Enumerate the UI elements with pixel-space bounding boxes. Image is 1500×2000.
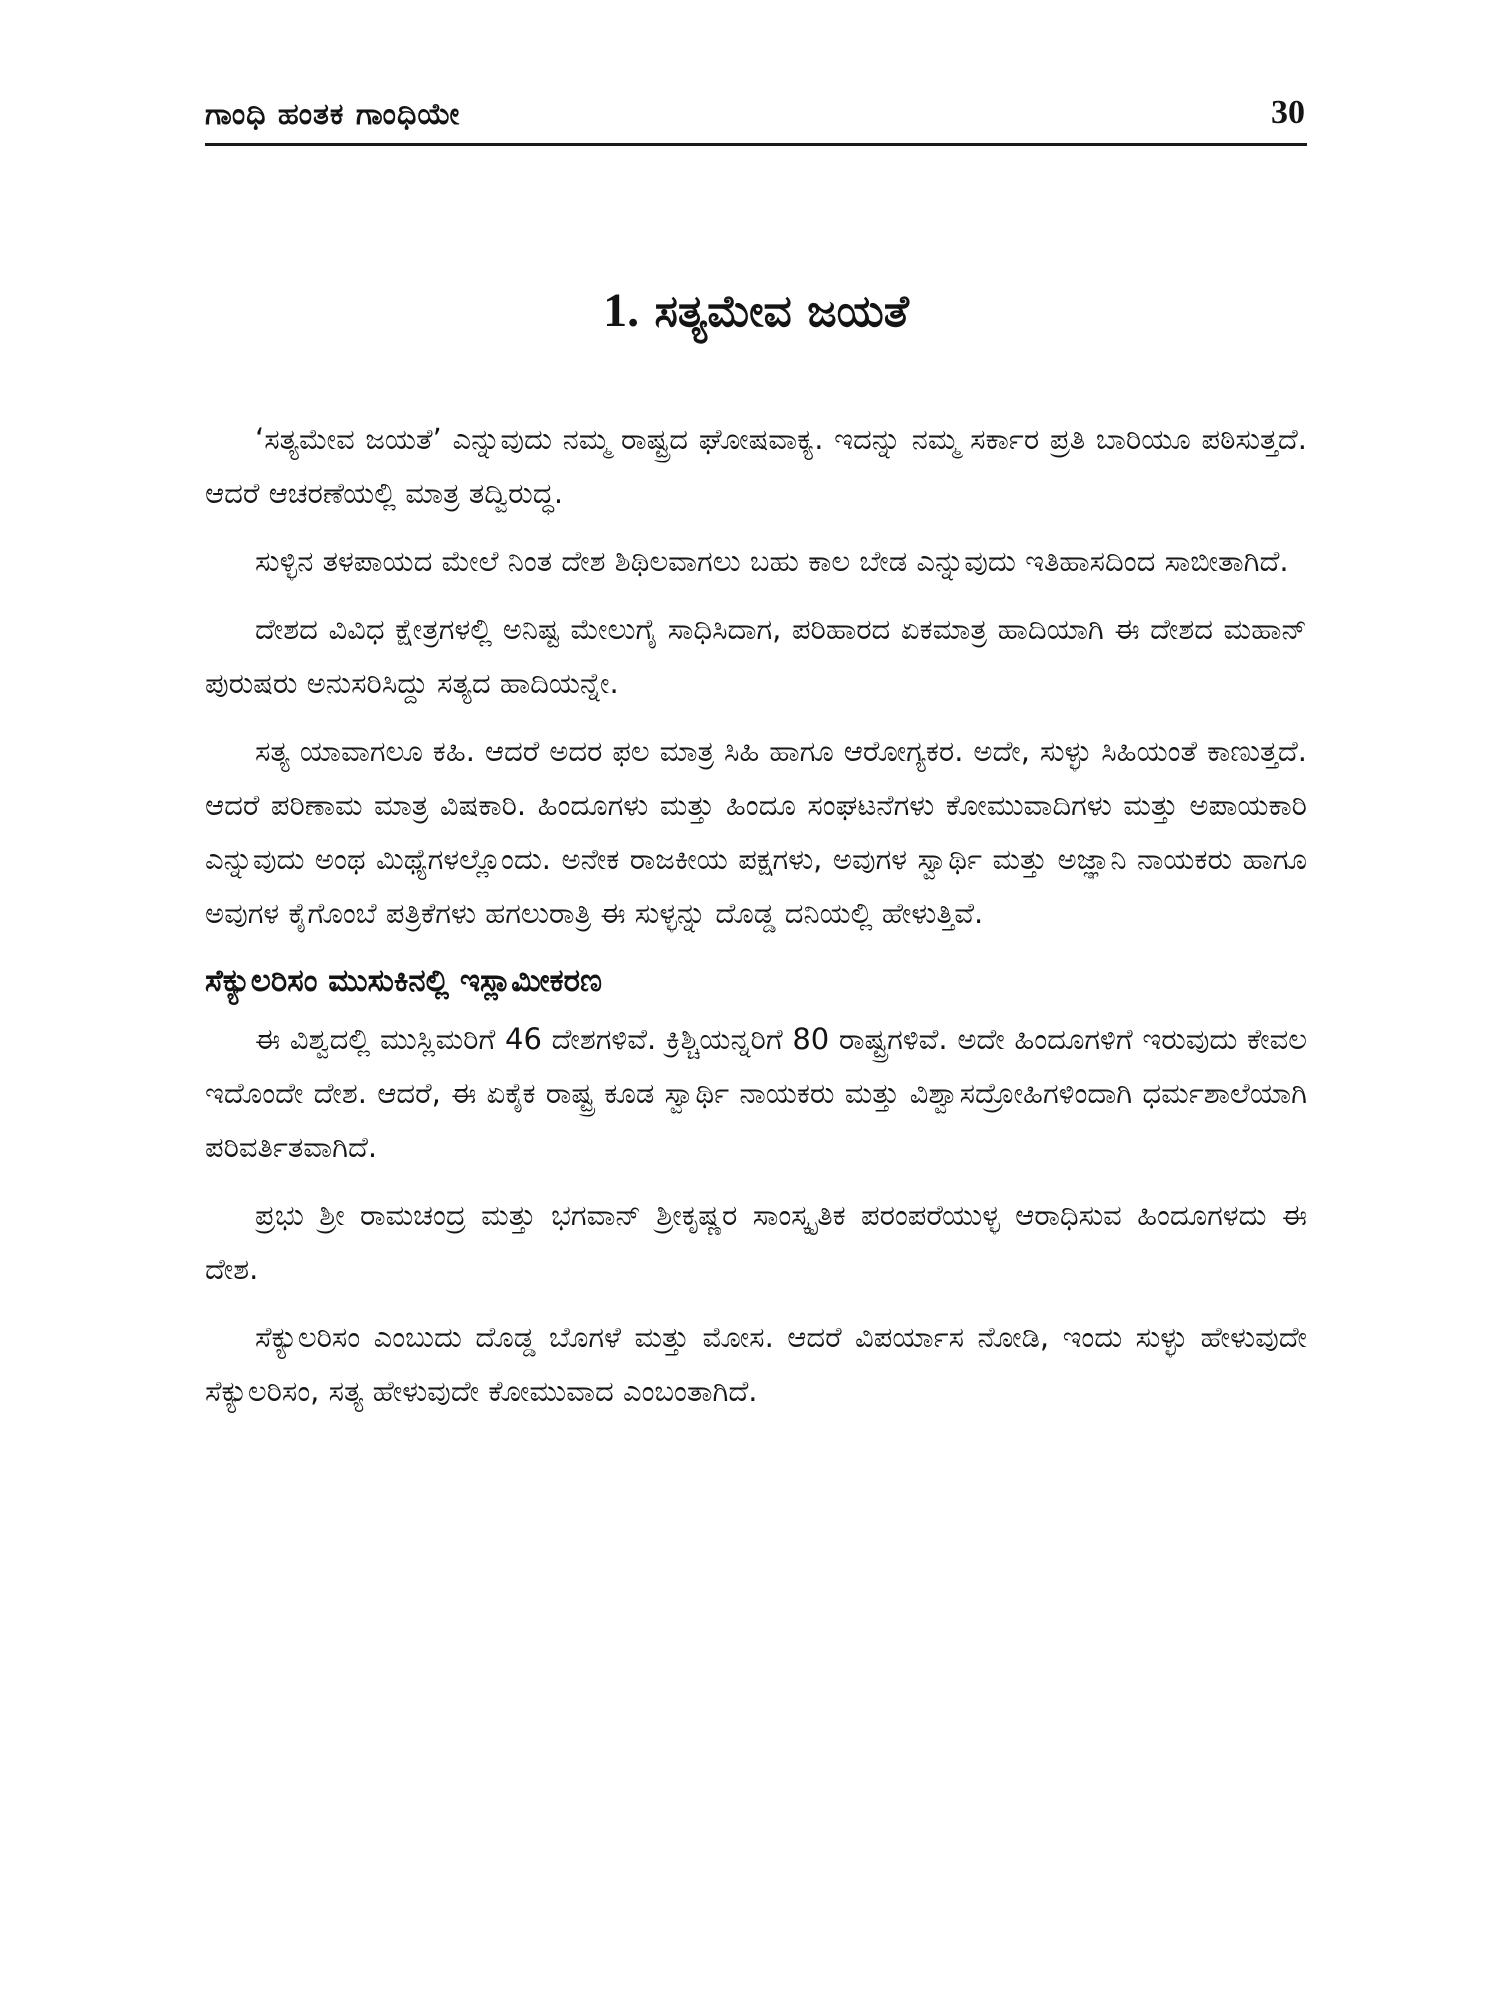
header-rule xyxy=(205,143,1307,146)
paragraph: ‘ಸತ್ಯಮೇವ ಜಯತೆ’ ಎನ್ನುವುದು ನಮ್ಮ ರಾಷ್ಟ್ರದ ಘೋಷವಾಕ್ಯ. ಇದನ್ನು ನಮ್ಮ ಸರ್ಕಾರ ಪ್ರತಿ ಬಾರಿಯೂ ಪಠಿಸುತ್ತದೆ. ಆದರೆ ಆಚರಣೆಯಲ್ಲಿ ಮಾತ್ರ ತದ್ವಿರುದ್ಧ. xyxy=(205,422,1307,510)
chapter-number: 1. xyxy=(603,284,640,337)
page-number: 30 xyxy=(1271,94,1305,131)
paragraph: ಈ ವಿಶ್ವದಲ್ಲಿ ಮುಸ್ಲಿಮರಿಗೆ 46 ದೇಶಗಳಿವೆ. ಕ್ರಿಶ್ಚಿಯನ್ನರಿಗೆ 80 ರಾಷ್ಟ್ರಗಳಿವೆ. ಅದೇ ಹಿಂದೂಗಳಿಗೆ ಇರುವುದು ಕೇವಲ ಇದೊಂದೇ ದೇಶ. ಆದರೆ, ಈ ಏಕೈಕ ರಾಷ್ಟ್ರ ಕೂಡ ಸ್ವಾರ್ಥಿ ನಾಯಕರು ಮತ್ತು ವಿಶ್ವಾಸದ್ರೋಹಿಗಳಿಂದಾಗಿ ಧರ್ಮಶಾಲೆಯಾಗಿ ಪರಿವರ್ತಿತವಾಗಿದೆ. xyxy=(205,1022,1307,1164)
running-title: ಗಾಂಧಿ ಹಂತಕ ಗಾಂಧಿಯೇ xyxy=(205,97,461,132)
paragraph: ಪ್ರಭು ಶ್ರೀ ರಾಮಚಂದ್ರ ಮತ್ತು ಭಗವಾನ್ ಶ್ರೀಕೃಷ್ಣರ ಸಾಂಸ್ಕೃತಿಕ ಪರಂಪರೆಯುಳ್ಳ ಆರಾಧಿಸುವ ಹಿಂದೂಗಳದು ಈ ದೇಶ. xyxy=(205,1198,1307,1286)
chapter-title-text: ಸತ್ಯಮೇವ ಜಯತೆ xyxy=(654,286,909,337)
section-heading: ಸೆಕ್ಯುಲರಿಸಂ ಮುಸುಕಿನಲ್ಲಿ ಇಸ್ಲಾಮೀಕರಣ xyxy=(205,963,602,999)
paragraph: ದೇಶದ ವಿವಿಧ ಕ್ಷೇತ್ರಗಳಲ್ಲಿ ಅನಿಷ್ಟ ಮೇಲುಗೈ ಸಾಧಿಸಿದಾಗ, ಪರಿಹಾರದ ಏಕಮಾತ್ರ ಹಾದಿಯಾಗಿ ಈ ದೇಶದ ಮಹಾನ್ ಪುರುಷರು ಅನುಸರಿಸಿದ್ದು ಸತ್ಯದ ಹಾದಿಯನ್ನೇ. xyxy=(205,612,1307,700)
paragraph: ಸತ್ಯ ಯಾವಾಗಲೂ ಕಹಿ. ಆದರೆ ಅದರ ಫಲ ಮಾತ್ರ ಸಿಹಿ ಹಾಗೂ ಆರೋಗ್ಯಕರ. ಅದೇ, ಸುಳ್ಳು ಸಿಹಿಯಂತೆ ಕಾಣುತ್ತದೆ. ಆದರೆ ಪರಿಣಾಮ ಮಾತ್ರ ವಿಷಕಾರಿ. ಹಿಂದೂಗಳು ಮತ್ತು ಹಿಂದೂ ಸಂಘಟನೆಗಳು ಕೋಮುವಾದಿಗಳು ಮತ್ತು ಅಪಾಯಕಾರಿ ಎನ್ನುವುದು ಅಂಥ ಮಿಥ್ಯೆಗಳಲ್ಲೊಂದು. ಅನೇಕ ರಾಜಕೀಯ ಪಕ್ಷಗಳು, ಅವುಗಳ ಸ್ವಾರ್ಥಿ ಮತ್ತು ಅಜ್ಞಾನಿ ನಾಯಕರು ಹಾಗೂ ಅವುಗಳ ಕೈಗೊಂಬೆ ಪತ್ರಿಕೆಗಳು ಹಗಲುರಾತ್ರಿ ಈ ಸುಳ್ಳನ್ನು ದೊಡ್ಡ ದನಿಯಲ್ಲಿ ಹೇಳುತ್ತಿವೆ. xyxy=(205,734,1307,930)
running-head xyxy=(205,80,1305,132)
chapter-title xyxy=(205,283,1307,338)
paragraph: ಸೆಕ್ಯುಲರಿಸಂ ಎಂಬುದು ದೊಡ್ಡ ಬೊಗಳೆ ಮತ್ತು ಮೋಸ. ಆದರೆ ವಿಪರ್ಯಾಸ ನೋಡಿ, ಇಂದು ಸುಳ್ಳು ಹೇಳುವುದೇ ಸೆಕ್ಯುಲರಿಸಂ, ಸತ್ಯ ಹೇಳುವುದೇ ಕೋಮುವಾದ ಎಂಬಂತಾಗಿದೆ. xyxy=(205,1320,1307,1408)
body-text xyxy=(205,412,1307,1432)
paragraph: ಸುಳ್ಳಿನ ತಳಪಾಯದ ಮೇಲೆ ನಿಂತ ದೇಶ ಶಿಥಿಲವಾಗಲು ಬಹು ಕಾಲ ಬೇಡ ಎನ್ನುವುದು ಇತಿಹಾಸದಿಂದ ಸಾಬೀತಾಗಿದೆ. xyxy=(255,544,1289,578)
